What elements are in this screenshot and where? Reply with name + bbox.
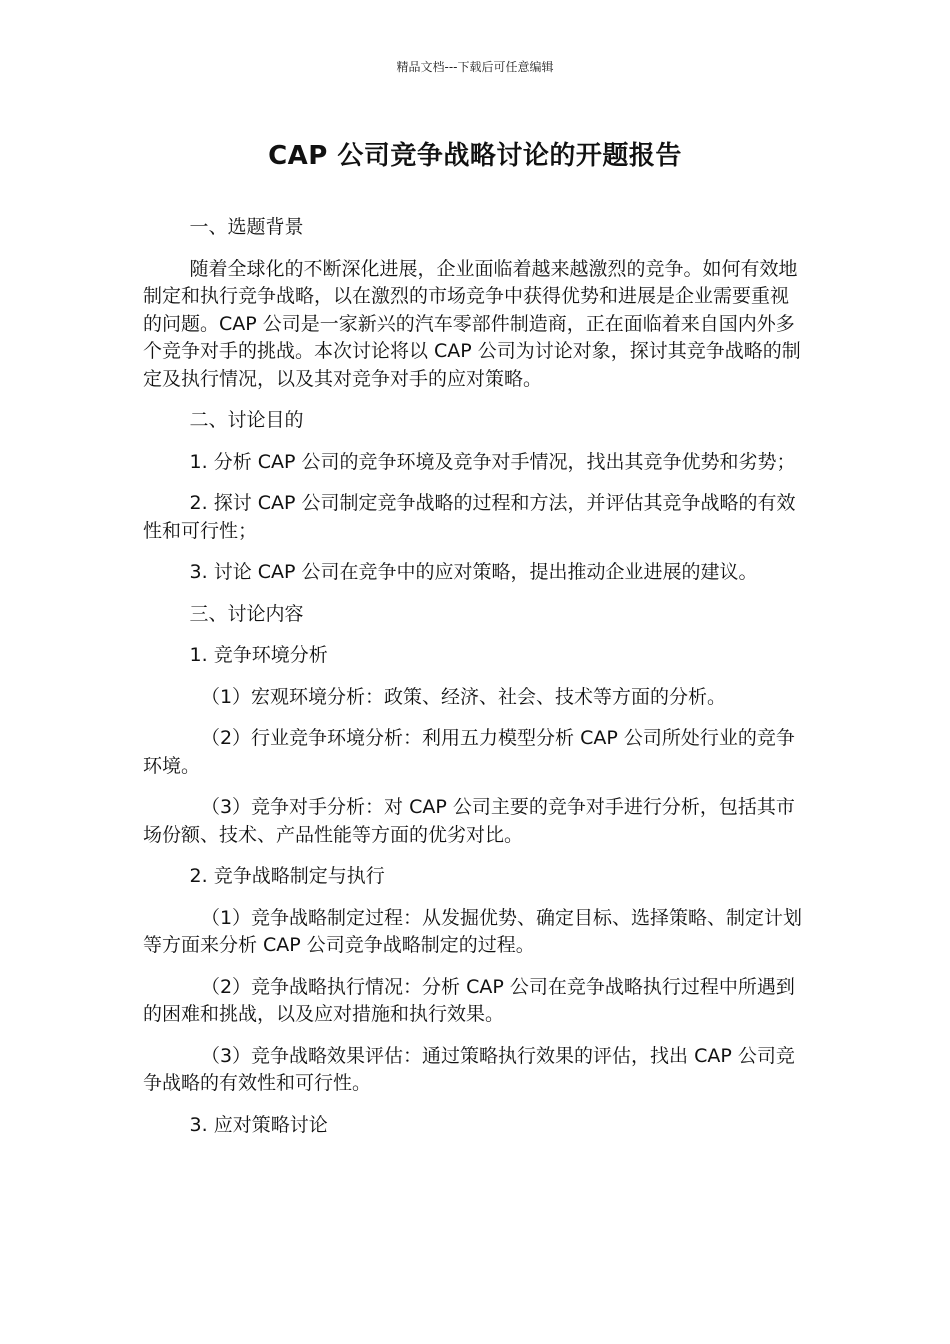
header-note: 精品文档---下载后可任意编辑: [396, 60, 554, 74]
purpose-item-3: 3. 讨论 CAP 公司在竞争中的应对策略，提出推动企业进展的建议。: [189, 561, 758, 583]
content-subitem-2-1: （1）竞争战略制定过程：从发掘优势、确定目标、选择策略、制定计划等方面来分析 CAP 公司竞争战略制定的过程。: [143, 906, 803, 956]
purpose-item-2: 2. 探讨 CAP 公司制定竞争战略的过程和方法，并评估其竞争战略的有效性和可行性；: [143, 492, 796, 542]
content-item-3: 3. 应对策略讨论: [189, 1113, 328, 1136]
content-subitem-1-1: （1）宏观环境分析：政策、经济、社会、技术等方面的分析。: [200, 685, 727, 708]
content-subitem-2-2: （2）竞争战略执行情况：分析 CAP 公司在竞争战略执行过程中所遇到的困难和挑战，以及应对措施和执行效果。: [143, 975, 795, 1025]
section-heading-background: 一、选题背景: [189, 216, 304, 238]
content-subitem-1-2: （2）行业竞争环境分析：利用五力模型分析 CAP 公司所处行业的竞争环境。: [143, 727, 795, 777]
document-title: CAP 公司竞争战略讨论的开题报告: [268, 141, 682, 171]
content-subitem-2-3: （3）竞争战略效果评估：通过策略执行效果的评估，找出 CAP 公司竞争战略的有效性和可行性。: [143, 1044, 795, 1094]
section-heading-content: 三、讨论内容: [189, 602, 304, 625]
content-item-1: 1. 竞争环境分析: [189, 644, 328, 666]
document-body: [143, 214, 807, 1153]
paragraph-background: 随着全球化的不断深化进展，企业面临着越来越激烈的竞争。如何有效地制定和执行竞争战略，以在激烈的市场竞争中获得优势和进展是企业需要重视的问题。CAP 公司是一家新兴的汽车零部件制造商，正在面临着来自国内外多个竞争对手的挑战。本次讨论将以 CAP 公司为讨论对象，探讨其竞争战略的制定及执行情况，以及其对竞争对手的应对策略。: [143, 257, 801, 390]
purpose-item-1: 1. 分析 CAP 公司的竞争环境及竞争对手情况，找出其竞争优势和劣势；: [189, 450, 796, 473]
content-item-2: 2. 竞争战略制定与执行: [189, 865, 385, 887]
content-subitem-1-3: （3）竞争对手分析：对 CAP 公司主要的竞争对手进行分析，包括其市场份额、技术、产品性能等方面的优劣对比。: [143, 796, 795, 846]
section-heading-purpose: 二、讨论目的: [189, 409, 304, 431]
